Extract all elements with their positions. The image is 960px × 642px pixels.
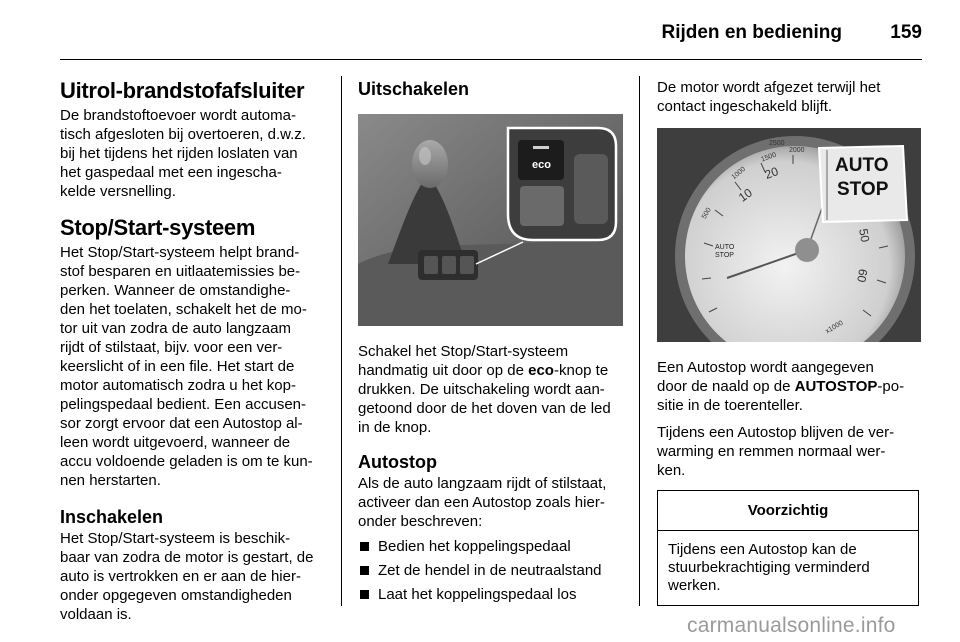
speed-label: 60 (854, 267, 871, 284)
section-heading-fuel-cutoff: Uitrol-brandstofafsluiter (60, 78, 305, 103)
body-line: baar van zodra de motor is gestart, de (60, 549, 314, 566)
body-line: contact ingeschakeld blijft. (657, 98, 833, 115)
eco-button-illustration (358, 114, 623, 326)
page-header (60, 16, 922, 60)
column-divider-1 (341, 76, 342, 606)
column-2 (358, 78, 623, 609)
body-line: tor uit van zodra de auto langzaam (60, 320, 291, 337)
watermark: carmanualsonline.info (687, 614, 896, 637)
body-line: motor automatisch zodra u het kop- (60, 377, 296, 394)
body-line: perken. Wanneer de omstandighe- (60, 282, 291, 299)
body-line: warming en remmen normaal wer- (657, 443, 886, 460)
column-1 (60, 78, 330, 624)
body-line: het gaspedaal met een ingescha- (60, 164, 282, 181)
body-line: De motor wordt afgezet terwijl het (657, 79, 881, 96)
body-line: sitie in de toerenteller. (657, 397, 803, 414)
body-line: stof besparen en uitlaatemissies be- (60, 263, 301, 280)
body-line: sor zorgt ervoor dat een Autostop al- (60, 415, 303, 432)
body-line: handmatig uit door op de eco-knop te (358, 362, 609, 379)
body-line: door de naald op de AUTOSTOP-po- (657, 378, 905, 395)
list-item: Bedien het koppelingspedaal (358, 537, 623, 556)
autostop-steps-list (358, 537, 623, 604)
caution-body (658, 531, 918, 605)
body-line: keerslicht of in een file. Het start de (60, 358, 295, 375)
body-line: nen herstarten. (60, 472, 161, 489)
body-line: onder opgegeven omstandigheden (60, 587, 292, 604)
body-line: rijdt of stilstaat, bijv. voor een ver- (60, 339, 283, 356)
subheading-disable: Uitschakelen (358, 79, 470, 99)
figure-tachometer-autostop (657, 128, 921, 342)
body-line: pelingspedaal bedient. Een accusen- (60, 396, 307, 413)
list-item: Laat het koppelingspedaal los (358, 585, 623, 604)
list-item: Zet de hendel in de neutraalstand (358, 561, 623, 580)
body-line: Tijdens een Autostop blijven de ver- (657, 424, 895, 441)
eco-button-label: eco (532, 159, 551, 171)
body-line: Schakel het Stop/Start-systeem (358, 343, 569, 360)
body-line: Een Autostop wordt aangegeven (657, 359, 874, 376)
speed-label: 10 (735, 185, 755, 205)
body-line: Het Stop/Start-systeem is beschik- (60, 530, 291, 547)
section-heading-stop-start: Stop/Start-systeem (60, 215, 256, 240)
body-line: getoond door de het doven van de led (358, 400, 611, 417)
body-line: drukken. De uitschakeling wordt aan- (358, 381, 605, 398)
body-line: bij het tijdens het rijden loslaten van (60, 145, 298, 162)
body-line: ken. (657, 462, 686, 479)
body-line: voldaan is. (60, 606, 132, 623)
square-bullet-icon (360, 542, 369, 551)
body-line: De brandstoftoevoer wordt automa- (60, 107, 296, 124)
zoom-label-auto: AUTO (835, 155, 889, 176)
subheading-autostop: Autostop (358, 452, 437, 472)
speed-label: 20 (762, 164, 781, 182)
body-line: Tijdens een Autostop kan de (668, 541, 857, 558)
column-3 (657, 78, 922, 606)
body-line: Als de auto langzaam rijdt of stilstaat, (358, 475, 607, 492)
zoom-label-stop: STOP (837, 179, 889, 200)
figure-eco-button (358, 114, 623, 326)
body-line: stuurbekrachtiging verminderd (668, 559, 870, 576)
body-line: kelde versnelling. (60, 183, 176, 200)
body-line: in de knop. (358, 419, 432, 436)
square-bullet-icon (360, 566, 369, 575)
column-divider-2 (639, 76, 640, 606)
rpm-label: 1500 (760, 151, 778, 164)
caution-box (657, 490, 919, 606)
rpm-label: 500 (700, 206, 713, 221)
body-line: den het toelaten, schakelt het de mo- (60, 301, 307, 318)
body-line: werken. (668, 577, 721, 594)
body-line: leen wordt uitgevoerd, wanneer de (60, 434, 291, 451)
rpm-label: 2500 (769, 140, 785, 147)
page-number: 159 (890, 22, 922, 43)
rpm-label: 1000 (730, 165, 748, 182)
autostop-keyword: AUTOSTOP (794, 378, 878, 395)
eco-keyword: eco (528, 362, 554, 379)
body-line: Het Stop/Start-systeem helpt brand- (60, 244, 300, 261)
body-line: auto is vertrokken en er aan de hier- (60, 568, 301, 585)
subheading-enable: Inschakelen (60, 507, 164, 527)
dial-stop-label: STOP (715, 252, 734, 259)
body-line: activeer dan een Autostop zoals hier- (358, 494, 605, 511)
header-title: Rijden en bediening (661, 22, 842, 43)
caution-title: Voorzichtig (658, 491, 918, 531)
unit-label: x1000 (824, 319, 845, 336)
body-line: tisch afgesloten bij overtoeren, d.w.z. (60, 126, 306, 143)
rpm-label: 2000 (789, 147, 805, 154)
body-line: accu voldoende geladen is om te kun- (60, 453, 313, 470)
body-line: onder beschreven: (358, 513, 483, 530)
speed-label: 50 (856, 227, 873, 244)
dial-auto-label: AUTO (715, 244, 735, 251)
square-bullet-icon (360, 590, 369, 599)
